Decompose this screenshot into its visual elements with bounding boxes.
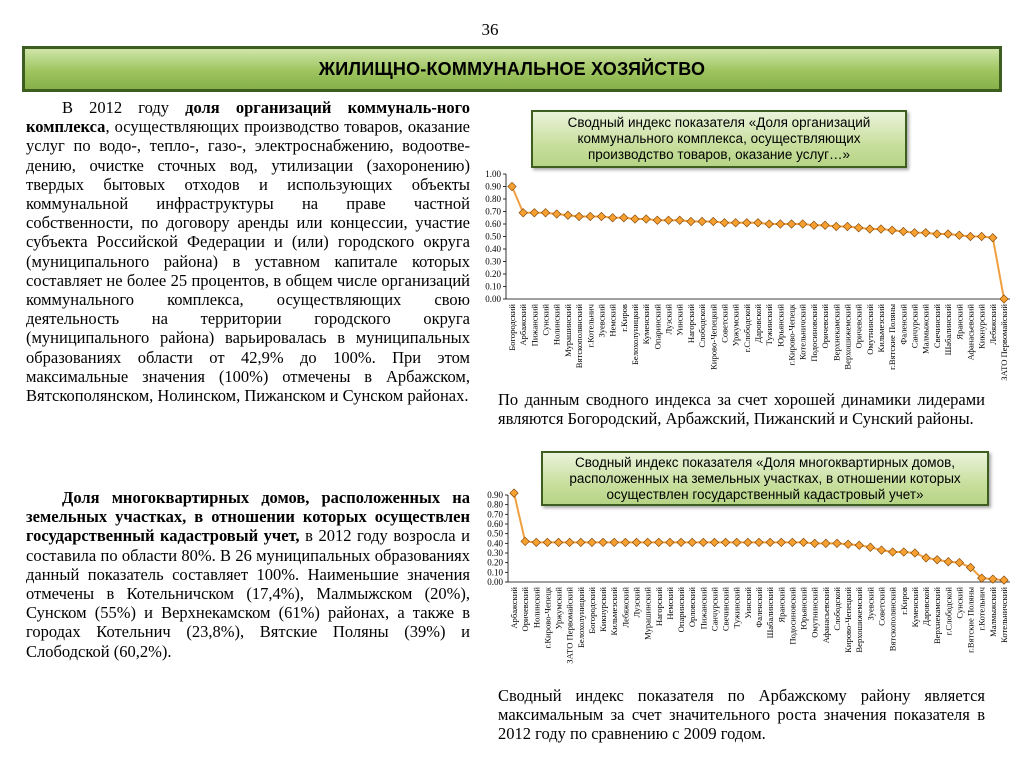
chart1-category-label: Омутнинский [864,304,875,355]
chart2-point [588,538,596,546]
chart1-category-label: Лебяжский [987,304,998,345]
chart2-category-label: Даровской [921,587,932,626]
chart1-category-label: г.Котельнич [585,304,596,348]
chart1-category-label: Кирово-Чепецкий [708,304,719,370]
chart1-category-label: Немский [607,304,618,337]
chart1-point [888,226,896,234]
chart1-point [620,214,628,222]
chart2-point [944,558,952,566]
chart2-caption: Сводный индекс показателя по Арбажскому району является максимальным за счет значительного роста значения показателя в 2012 году по сравнению с 2009 годом. [498,686,985,744]
chart2-category-label: Опаринский [676,587,687,633]
chart1-point [754,219,762,227]
chart2-point [655,538,663,546]
chart2-category-label: Богородский [586,587,597,634]
chart2-y-tick-label: 0.60 [487,519,503,529]
chart2-point [810,539,818,547]
chart1-category-label: Арбажский [518,304,529,346]
chart2-point [777,538,785,546]
chart1-point [687,217,695,225]
chart1-point [899,227,907,235]
chart1-caption: По данным сводного индекса за счет хорошей динамики лидерами являются Богородский, Арбажский, Пижанский и Сунский районы. [498,390,985,429]
chart1-point [698,217,706,225]
chart1-y-tick-label: 0.70 [485,206,501,217]
chart1-point [586,212,594,220]
chart2-point [799,538,807,546]
chart2-category-label: Зуевский [865,587,876,621]
chart1-point [955,231,963,239]
chart1-point [676,216,684,224]
chart1-category-label: Опаринский [652,304,663,350]
chart2-point [532,538,540,546]
chart1-y-tick-label: 0.90 [485,181,501,192]
page-number: 36 [481,20,499,39]
chart1-point [743,219,751,227]
chart1-category-label: Нагорский [685,304,696,344]
chart1-category-label: Оричевский [853,304,864,349]
chart1-point [1000,295,1008,303]
chart1-point [910,229,918,237]
chart2-category-label: Кикнурский [598,587,609,632]
chart1-category-label: г.Киров [618,304,629,332]
chart2-point [688,538,696,546]
paragraph-apartment-buildings [26,488,470,661]
chart2-point [610,538,618,546]
chart2-category-label: Тужинский [731,587,742,629]
chart2-y-tick-label: 0.40 [487,538,503,549]
chart1-point [720,219,728,227]
chart1-y-tick-label: 0.80 [485,194,501,204]
chart1-point [553,210,561,218]
chart2-category-label: Верхошижемский [854,587,865,653]
chart1-point [530,209,538,217]
chart1-point [709,217,717,225]
chart2-point [900,548,908,556]
chart2-point [888,548,896,556]
chart2-category-label: ЗАТО Первомайский [564,587,575,664]
chart2-category-label: Вятскополянский [887,587,898,652]
chart2-category-label: Белохолуницкий [575,587,586,649]
chart2-point [632,538,640,546]
chart2-point [955,558,963,566]
chart1-category-label: Юрьянский [775,304,786,347]
chart2-category-label: Советский [876,587,887,626]
chart1-point [575,212,583,220]
chart2-category-label: Кирово-Чепецкий [843,587,854,653]
chart1-point [832,222,840,230]
chart1-y-tick-label: 0.50 [485,231,501,242]
para1-bold: доля организаций коммуналь-ного комплекса [26,98,470,137]
chart2-point [733,538,741,546]
chart1-category-label: Шабалинский [943,304,954,356]
paragraph-communal-organizations [26,98,470,405]
chart2-category-label: Пижанский [698,587,709,630]
chart1-point [597,212,605,220]
chart1-category-label: Тужинский [764,304,775,346]
chart2-category-label: Арбажский [509,587,519,629]
chart1-y-tick-label: 0.60 [485,219,501,229]
chart1-point [508,182,516,190]
chart2-category-label: Немский [664,587,675,620]
chart2-category-label: г.Слободской [943,587,954,636]
chart1-point [799,220,807,228]
chart2-point [755,538,763,546]
chart1-category-label: Санчурский [909,304,920,349]
chart2-category-label: Юрьянский [798,587,809,630]
chart2-point [666,538,674,546]
chart1-category-label: Слободской [697,304,708,348]
chart2-category-label: Оричевский [520,587,531,632]
chart1-category-label: Подосиновский [808,304,819,362]
chart2-point [710,538,718,546]
chart2-y-tick-label: 0.90 [487,490,503,500]
section-title: ЖИЛИЩНО-КОММУНАЛЬНОЕ ХОЗЯЙСТВО [318,58,706,79]
chart2-category-label: г.Вятские Поляны [965,587,976,653]
chart1-y-tick-label: 0.10 [485,281,501,292]
chart1-point [608,214,616,222]
chart2-point [510,489,518,497]
chart2-point [543,538,551,546]
chart2-point [911,549,919,557]
chart1-point [922,229,930,237]
chart2-category-label: г.Кирово-Чепецк [542,587,553,649]
chart2-category-label: Подосиновский [787,587,798,645]
chart1-category-label: Советский [719,304,730,343]
chart1-category-label: Кильмезский [876,304,886,353]
chart2-category-label: Малмыжский [987,587,998,638]
chart1-category-label: Мурашинский [562,304,573,357]
chart2-point [844,540,852,548]
chart2-point [766,538,774,546]
chart1-point [966,232,974,240]
chart1-category-label: Зуевский [596,304,607,338]
chart2-point [643,538,651,546]
chart1-category-label: Верхошижемский [842,304,853,370]
chart2-category-label: Котельничский [999,587,1009,643]
chart2-point [554,538,562,546]
chart1-point [664,216,672,224]
chart2-point [822,539,830,547]
chart1-point [519,209,527,217]
chart2-point [521,537,529,545]
chart1-point [642,215,650,223]
chart2-category-label: Лебяжский [620,587,631,628]
chart1-category-label: Оричевский [820,304,831,349]
chart1-y-tick-label: 0.00 [485,294,501,304]
chart1-category-label: Вятскополянский [574,304,585,369]
chart1-point [631,215,639,223]
chart2-category-label: Уржумский [553,587,564,630]
chart2-category-label: Яранский [776,587,787,623]
chart1-category-label: Богородский [507,304,517,351]
chart2-y-tick-label: 0.30 [487,548,503,558]
chart2-point [866,543,874,551]
chart2-y-tick-label: 0.50 [487,528,503,539]
chart2-category-label: Афанасьевский [820,587,831,644]
chart2-category-label: Кильмезский [609,587,620,636]
chart1-point [541,209,549,217]
chart2-y-tick-label: 0.20 [487,557,503,568]
chart2-category-label: Шабалинский [765,587,776,639]
chart1-communal-index [474,166,1014,396]
chart1-category-label: г.Вятские Поляны [887,304,898,370]
chart1-category-label: Куменский [641,304,652,345]
chart2-category-label: Нолинский [531,587,542,629]
chart2-category-label: Куменский [909,587,920,628]
chart2-y-tick-label: 0.80 [487,499,503,510]
chart2-point [577,538,585,546]
chart1-category-label: Малмыжский [920,304,931,355]
chart2-category-label: Санчурский [709,587,720,632]
chart1-point [866,225,874,233]
chart1-point [787,220,795,228]
chart1-point [989,234,997,242]
chart1-category-label: г.Слободской [741,304,752,353]
chart1-title: Сводный индекс показателя «Доля организаций коммунального комплекса, осуществляющих производство товаров, оказание услуг…» [531,110,907,168]
chart2-point [788,538,796,546]
chart2-point [677,538,685,546]
chart1-point [810,221,818,229]
chart2-point [699,538,707,546]
chart1-point [854,224,862,232]
chart2-category-label: Орловский [687,587,698,628]
chart1-point [821,221,829,229]
chart2-point [855,541,863,549]
chart1-category-label: Нолинский [551,304,562,346]
chart1-category-label: Даровской [753,304,763,343]
chart2-point [922,554,930,562]
chart2-category-label: Верхнекамский [932,587,943,645]
chart2-point [599,538,607,546]
chart1-category-label: Свечинский [931,304,942,349]
chart1-point [731,219,739,227]
chart2-point [565,538,573,546]
chart1-point [653,216,661,224]
chart2-category-label: Сунский [954,587,965,619]
chart1-point [933,230,941,238]
chart2-category-label: Нагорский [653,587,664,627]
chart1-category-label: ЗАТО Первомайский [999,304,1009,381]
chart2-point [744,538,752,546]
chart2-category-label: Слободской [831,587,842,631]
chart1-point [977,232,985,240]
chart2-y-tick-label: 0.10 [487,567,503,578]
chart2-y-tick-label: 0.00 [487,577,503,587]
chart1-y-tick-label: 1.00 [485,169,501,179]
chart1-series-line [512,187,1004,300]
chart2-point [833,539,841,547]
chart1-point [944,230,952,238]
chart2-title: Сводный индекс показателя «Доля многоквартирных домов, расположенных на земельных участках, в отношении которых осуществлен государственный кадастровый учет» [541,451,989,506]
chart2-category-label: Мурашинский [642,587,653,640]
chart1-category-label: Пижанский [529,304,540,347]
chart2-point [621,538,629,546]
chart1-category-label: Кикнурский [976,304,987,349]
chart1-category-label: Верхнекамский [831,304,842,362]
chart1-point [765,220,773,228]
chart1-y-tick-label: 0.20 [485,269,501,279]
chart2-point [877,546,885,554]
chart1-category-label: Афанасьевский [965,304,976,361]
chart2-category-label: Свечинский [720,587,731,632]
chart1-category-label: Сунский [540,304,551,336]
chart2-point [1000,576,1008,584]
chart1-category-label: Белохолуницкий [630,304,640,366]
chart2-point [721,538,729,546]
chart2-category-label: г.Киров [898,587,909,615]
chart2-category-label: Лузский [631,587,642,618]
para1-start: В 2012 году [62,98,186,117]
para2-bold: Доля многоквартирных домов, расположенных на земельных участках, в отношении которых осуществлен государственный кадастровый учет, [26,488,470,546]
chart1-point [776,220,784,228]
chart2-category-label: Уинский [742,587,753,619]
chart1-category-label: Котельничский [797,304,808,360]
chart1-category-label: г.Кирово-Чепецк [786,304,797,366]
chart1-category-label: Лузский [663,304,674,335]
chart1-point [843,222,851,230]
chart1-y-tick-label: 0.30 [485,256,501,267]
chart2-category-label: Омутнинский [809,587,820,638]
chart1-category-label: Уржумский [730,304,741,347]
chart2-series-line [514,493,1004,580]
chart1-category-label: Уинский [674,304,685,336]
chart2-point [933,556,941,564]
chart1-category-label: Яранский [954,303,965,340]
chart2-y-tick-label: 0.70 [487,509,503,520]
chart2-category-label: г.Котельнич [976,587,987,631]
chart2-cadastral-index [474,486,1014,686]
chart1-y-tick-label: 0.40 [485,244,501,254]
para2-rest: в 2012 году возросла и составила по области 80%. В 26 муниципальных образованиях данный показатель составляет 100%. Наименьшие значения отмечены в Котельничском (17,4%), Малмыжском (20%), Сунском (55%) и Верхнекамском (61%) районах, а также в городах Котельнич (23,8%), Вятские Поляны (39%) и Слободской (60,2%). [26,526,471,661]
chart1-point [877,225,885,233]
chart1-point [564,211,572,219]
section-banner [22,46,1002,92]
para1-rest: , осуществляющих производство товаров, оказание услуг по водо-, тепло-, газо-, электроснабжению, водоотве-дению, очистке сточных вод, утилизации (захоронению) твердых бытовых отходов и использующих объекты коммунальной инфраструктуры на праве частной собственности, по договору аренды или концессии, участие субъекта Российской Федерации и (или) городского округа (муниципального района) в уставном капитале которых составляет не более 25 процентов, в общем числе организаций коммунального комплекса, осуществляющих свою деятельность на территории городского округа (муниципального района) варьировалась в муниципальных образованиях области от 42,9% до 100%. При этом максимальные значения (100%) отмечены в Арбажском, Вятскополянском, Нолинском, Пижанском и Сунском районах. [26,117,470,406]
chart2-category-label: Фаленский [754,587,764,628]
chart1-category-label: Фаленский [898,304,909,345]
